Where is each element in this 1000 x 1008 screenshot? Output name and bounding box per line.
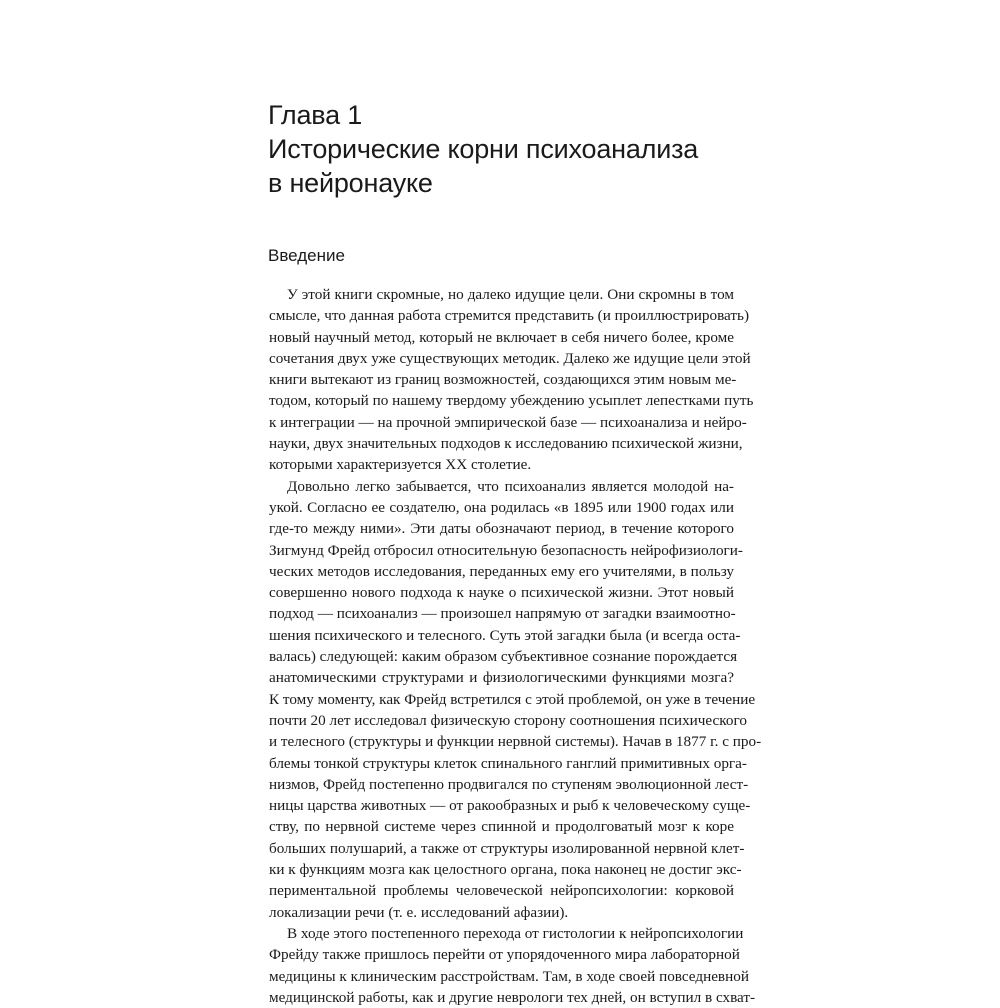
text-line: медицинской работы, как и другие неврологи тех дней, он вступил в схват-	[269, 988, 756, 1006]
text-line: тодом, который по нашему твердому убеждению усыплет лепестками путь	[269, 392, 754, 410]
text-line: Зигмунд Фрейд отбросил относительную безопасность нейрофизиологи-	[269, 541, 743, 559]
text-line: ки к функциям мозга как целостного органа, пока наконец не достиг экс-	[269, 861, 742, 879]
text-line: периментальной проблемы человеческой нейропсихологии: корковой	[269, 882, 734, 900]
text-line: науки, двух значительных подходов к исследованию психической жизни,	[269, 435, 743, 453]
text-line: и телесного (структуры и функции нервной системы). Начав в 1877 г. с про-	[269, 733, 762, 751]
text-line: У этой книги скромные, но далеко идущие цели. Они скромны в том	[287, 286, 734, 303]
text-line: почти 20 лет исследовал физическую сторону соотношения психического	[269, 711, 747, 729]
text-line: ницы царства животных — от ракообразных и рыб к человеческому суще-	[269, 797, 751, 815]
text-line: смысле, что данная работа стремится представить (и проиллюстрировать)	[269, 307, 750, 325]
text-line: ческих методов исследования, переданных ему его учителями, в пользу	[269, 562, 734, 580]
body-text	[269, 284, 762, 1008]
text-line: В ходе этого постепенного перехода от гистологии к нейропсихологии	[287, 924, 744, 942]
text-line: анатомическими структурами и физиологическими функциями мозга?	[269, 669, 734, 687]
text-line: шения психического и телесного. Суть этой загадки была (и всегда оста-	[269, 626, 741, 644]
text-line: локализации речи (т. е. исследований афазии).	[269, 903, 569, 921]
text-line: К тому моменту, как Фрейд встретился с этой проблемой, он уже в течение	[269, 690, 756, 708]
text-line: ству, по нервной системе через спинной и продолговатый мозг к коре	[269, 818, 734, 836]
text-line: медицины к клиническим расстройствам. Там, в ходе своей повседневной	[269, 967, 749, 985]
section-title: Введение	[268, 246, 345, 265]
text-line: валась) следующей: каким образом субъективное сознание порождается	[269, 648, 738, 666]
text-line: Довольно легко забывается, что психоанализ является молодой на-	[287, 477, 734, 495]
text-line: совершенно нового подхода к науке о психической жизни. Этот новый	[269, 584, 734, 602]
chapter-title-line-2: в нейронауке	[268, 168, 433, 198]
text-line: которыми характеризуется XX столетие.	[269, 456, 532, 474]
chapter-label: Глава 1	[268, 100, 363, 130]
text-line: книги вытекают из границ возможностей, создающихся этим новым ме-	[269, 371, 737, 389]
text-line: низмов, Фрейд постепенно продвигался по ступеням эволюционной лест-	[269, 775, 749, 793]
chapter-title-line-1: Исторические корни психоанализа	[268, 134, 699, 164]
text-line: сочетания двух уже существующих методик. Далеко же идущие цели этой	[269, 349, 751, 367]
text-line: где-то между ними». Эти даты обозначают период, в течение которого	[269, 520, 734, 538]
text-line: к интеграции — на прочной эмпирической базе — психоанализа и нейро-	[269, 413, 747, 431]
text-line: Фрейду также пришлось перейти от упорядоченного мира лабораторной	[269, 946, 740, 964]
text-line: больших полушарий, а также от структуры изолированной нервной клет-	[269, 839, 745, 857]
text-line: новый научный метод, который не включает в себя ничего более, кроме	[269, 328, 734, 346]
text-line: укой. Согласно ее создателю, она родилась «в 1895 или 1900 годах или	[269, 498, 734, 516]
text-line: блемы тонкой структуры клеток спинального ганглий примитивных орга-	[269, 754, 747, 772]
text-line: подход — психоанализ — произошел напрямую от загадки взаимоотно-	[269, 605, 736, 623]
chapter-heading	[268, 98, 828, 200]
